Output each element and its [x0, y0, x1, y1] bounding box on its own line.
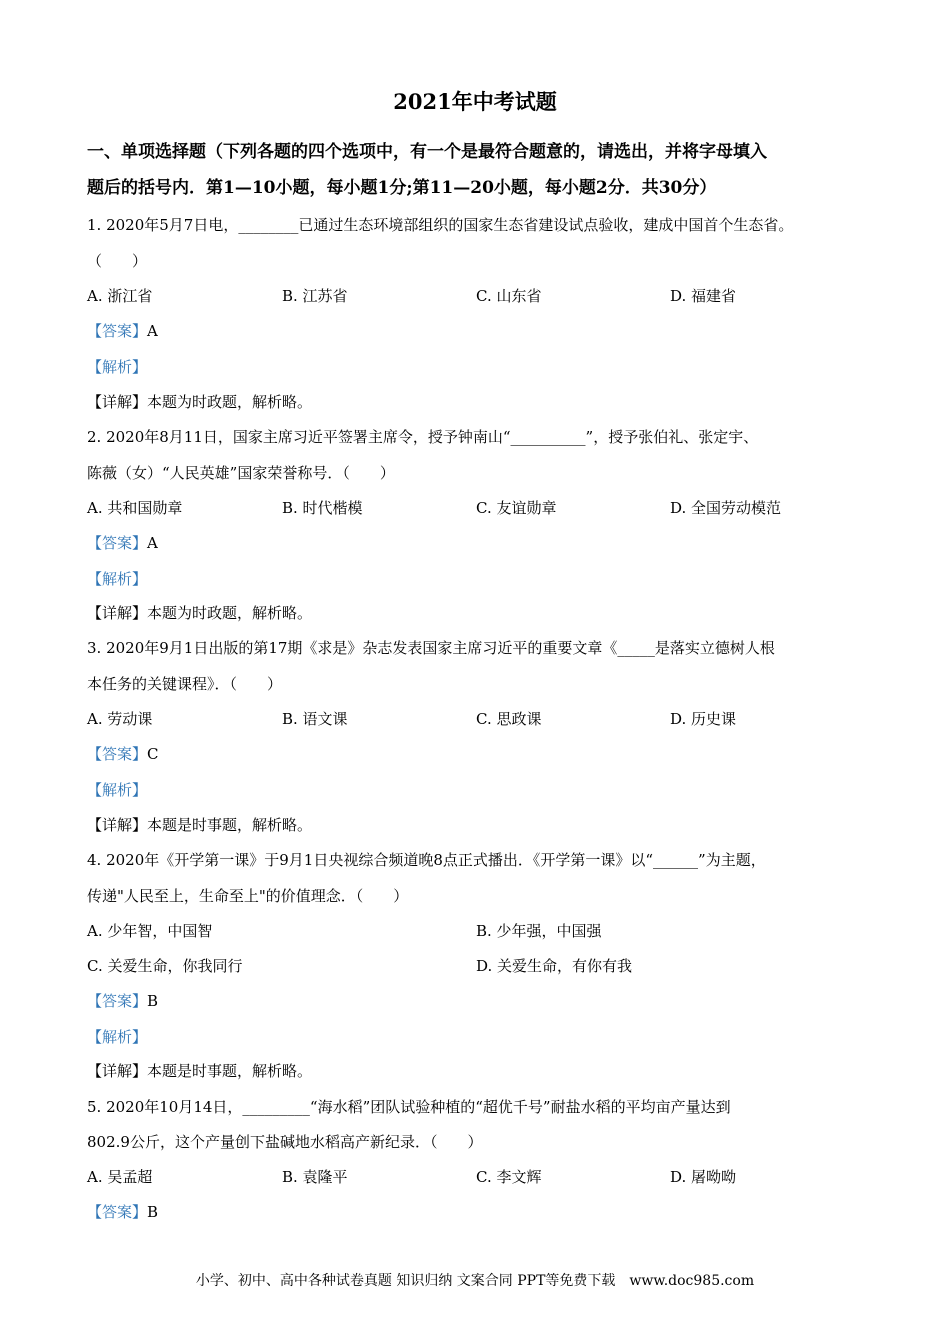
question-5-line-2: 802.9公斤，这个产量创下盐碱地水稻高产新纪录．（ ） — [87, 1133, 483, 1151]
detail-tag: 【详解】 — [87, 816, 148, 834]
question-2-detail — [87, 603, 312, 623]
question-4-analysis — [87, 1027, 147, 1047]
question-5-option-b: B. 袁隆平 — [282, 1168, 348, 1186]
question-5-option-a: A. 吴孟超 — [87, 1168, 153, 1186]
section-heading-line-1: 一、单项选择题（下列各题的四个选项中，有一个是最符合题意的，请选出，并将字母填入 — [87, 142, 767, 162]
page-footer: 小学、初中、高中各种试卷真题 知识归纳 文案合同 PPT等免费下载 www.doc985.com — [195, 1273, 755, 1289]
answer-tag: 【答案】 — [87, 1203, 148, 1221]
question-2-analysis — [87, 569, 147, 589]
question-2-line-1: 2. 2020年8月11日，国家主席习近平签署主席令，授予钟南山“__________”，授予张伯礼、张定宇、 — [87, 428, 759, 446]
answer-tag: 【答案】 — [87, 992, 148, 1010]
question-4-detail — [87, 1061, 312, 1081]
analysis-tag: 【解析】 — [87, 781, 148, 799]
question-3-detail — [87, 815, 312, 835]
question-1-analysis — [87, 357, 147, 377]
detail-text: 本题为时政题，解析略。 — [147, 393, 313, 411]
question-3-line-1: 3. 2020年9月1日出版的第17期《求是》杂志发表国家主席习近平的重要文章《_____是落实立德树人根 — [87, 639, 775, 657]
detail-tag: 【详解】 — [87, 1062, 148, 1080]
answer-value: B — [147, 1203, 159, 1221]
question-5-line-1: 5. 2020年10月14日，_________“海水稻”团队试验种植的“超优千号”耐盐水稻的平均亩产量达到 — [87, 1098, 731, 1116]
question-1-line-1: 1. 2020年5月7日电，________已通过生态环境部组织的国家生态省建设试点验收，建成中国首个生态省。 — [87, 216, 794, 234]
question-1-option-c: C. 山东省 — [476, 287, 542, 305]
section-heading-line-2: 题后的括号内．第1—10小题，每小题1分;第11—20小题，每小题2分．共30分） — [87, 178, 717, 198]
question-1-detail — [87, 392, 312, 412]
question-4-option-a: A. 少年智，中国智 — [87, 922, 213, 940]
answer-value: C — [147, 745, 159, 763]
question-4-option-b: B. 少年强，中国强 — [476, 922, 602, 940]
question-3-answer — [87, 744, 159, 764]
answer-tag: 【答案】 — [87, 322, 148, 340]
analysis-tag: 【解析】 — [87, 1028, 148, 1046]
analysis-tag: 【解析】 — [87, 358, 148, 376]
answer-value: A — [147, 534, 158, 552]
question-3-line-2: 本任务的关键课程》．（ ） — [87, 675, 283, 693]
question-2-option-c: C. 友谊勋章 — [476, 499, 557, 517]
question-1-line-2: （ ） — [87, 252, 148, 270]
detail-tag: 【详解】 — [87, 604, 148, 622]
question-1-option-a: A. 浙江省 — [87, 287, 153, 305]
question-3-option-a: A. 劳动课 — [87, 710, 153, 728]
page-title: 2021年中考试题 — [393, 89, 557, 114]
detail-text: 本题为时政题，解析略。 — [147, 604, 313, 622]
question-4-line-1: 4. 2020年《开学第一课》于9月1日央视综合频道晚8点正式播出．《开学第一课》以“______”为主题， — [87, 851, 766, 869]
question-1-option-d: D. 福建省 — [670, 287, 737, 305]
question-1-option-b: B. 江苏省 — [282, 287, 348, 305]
question-3-option-b: B. 语文课 — [282, 710, 348, 728]
question-4-line-2: 传递"人民至上，生命至上"的价值理念．（ ） — [87, 887, 409, 905]
question-3-option-c: C. 思政课 — [476, 710, 542, 728]
answer-tag: 【答案】 — [87, 745, 148, 763]
answer-value: B — [147, 992, 159, 1010]
question-4-option-d: D. 关爱生命，有你有我 — [476, 957, 633, 975]
detail-text: 本题是时事题，解析略。 — [147, 1062, 313, 1080]
question-4-answer — [87, 991, 158, 1011]
detail-text: 本题是时事题，解析略。 — [147, 816, 313, 834]
question-2-answer — [87, 533, 158, 553]
question-2-option-a: A. 共和国勋章 — [87, 499, 183, 517]
question-5-option-c: C. 李文辉 — [476, 1168, 542, 1186]
detail-tag: 【详解】 — [87, 393, 148, 411]
question-4-option-c: C. 关爱生命，你我同行 — [87, 957, 243, 975]
question-2-option-b: B. 时代楷模 — [282, 499, 363, 517]
question-2-option-d: D. 全国劳动模范 — [670, 499, 782, 517]
analysis-tag: 【解析】 — [87, 570, 148, 588]
question-1-answer — [87, 321, 158, 341]
question-5-answer — [87, 1202, 158, 1222]
question-5-option-d: D. 屠呦呦 — [670, 1168, 737, 1186]
answer-value: A — [147, 322, 158, 340]
question-2-line-2: 陈薇（女）“人民英雄”国家荣誉称号．（ ） — [87, 464, 395, 482]
answer-tag: 【答案】 — [87, 534, 148, 552]
question-3-analysis — [87, 780, 147, 800]
question-3-option-d: D. 历史课 — [670, 710, 737, 728]
